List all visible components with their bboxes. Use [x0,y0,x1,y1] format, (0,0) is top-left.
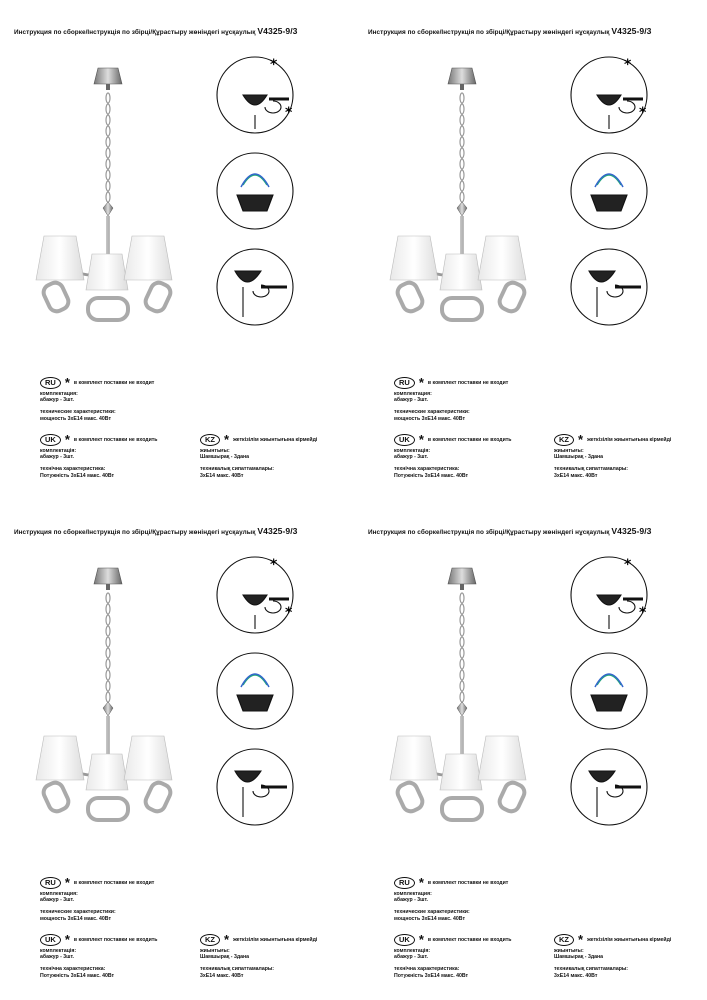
kz-section: KZ * жеткізілім жиынтығына кірмейді жиынтығы: Шамшырақ - 3дана техникалық сипаттамалары: 3хЕ14 макс. 40Вт [554,932,672,979]
asterisk-icon: * [64,932,70,947]
chandelier-illustration [30,58,190,338]
ru-section: RU * в комплект поставки не входит комплектация: абажур - 3шт. технические характеристики: мощность 3хЕ14 макс. 40Вт [40,375,155,422]
step-3-cover-icon [217,749,293,825]
svg-text:*: * [624,57,632,73]
kz-badge: KZ [554,434,574,446]
step-2-wiring-icon [217,153,293,229]
uk-badge: UK [394,934,415,946]
kz-section: KZ * жеткізілім жиынтығына кірмейді жиынтығы: Шамшырақ - 3дана техникалық сипаттамалары: 3хЕ14 макс. 40Вт [200,432,318,479]
model-code: V4325-9/3 [611,526,652,536]
svg-text:*: * [270,557,278,573]
uk-section: UK * в комплект поставки не входить комплектація: абажур - 3шт. технічна характеристика: Потужність 3хЕ14 макс. 40Вт [394,432,512,479]
step-1-canopy-icon [217,557,293,633]
ru-section: RU * в комплект поставки не входит комплектация: абажур - 3шт. технические характеристики: мощность 3хЕ14 макс. 40Вт [394,375,509,422]
step-1-canopy-icon [571,57,647,133]
ru-badge: RU [40,877,61,889]
asterisk-icon: * [64,875,70,890]
kz-badge: KZ [200,434,220,446]
svg-text:*: * [639,605,647,621]
svg-text:*: * [624,557,632,573]
assembly-steps [567,555,652,835]
kz-section: KZ * жеткізілім жиынтығына кірмейді жиынтығы: Шамшырақ - 3дана техникалық сипаттамалары: 3хЕ14 макс. 40Вт [554,432,672,479]
ru-badge: RU [394,377,415,389]
asterisk-icon: * [224,432,230,447]
asterisk-icon: * [418,932,424,947]
chandelier-illustration [384,558,544,838]
uk-section: UK * в комплект поставки не входить комплектація: абажур - 3шт. технічна характеристика: Потужність 3хЕ14 макс. 40Вт [394,932,512,979]
chandelier-illustration [30,558,190,838]
sheet-title: Инструкция по сборке/Інструкція по збірці/Құрастыру жөніндегі нұсқаулық V4325-9/3 [14,26,298,36]
svg-text:*: * [285,605,293,621]
model-code: V4325-9/3 [611,26,652,36]
ru-badge: RU [40,377,61,389]
ru-section: RU * в комплект поставки не входит комплектация: абажур - 3шт. технические характеристики: мощность 3хЕ14 макс. 40Вт [394,875,509,922]
model-code: V4325-9/3 [257,26,298,36]
uk-section: UK * в комплект поставки не входить комплектація: абажур - 3шт. технічна характеристика: Потужність 3хЕ14 макс. 40Вт [40,432,158,479]
model-code: V4325-9/3 [257,526,298,536]
asterisk-icon: * [64,375,70,390]
step-1-canopy-icon [571,557,647,633]
uk-section: UK * в комплект поставки не входить комплектація: абажур - 3шт. технічна характеристика: Потужність 3хЕ14 макс. 40Вт [40,932,158,979]
chandelier-illustration [384,58,544,338]
instruction-sheet [0,0,353,500]
instruction-sheet [0,500,353,1000]
svg-text:*: * [639,105,647,121]
kz-section: KZ * жеткізілім жиынтығына кірмейді жиынтығы: Шамшырақ - 3дана техникалық сипаттамалары: 3хЕ14 макс. 40Вт [200,932,318,979]
asterisk-icon: * [418,375,424,390]
step-2-wiring-icon [217,653,293,729]
step-3-cover-icon [571,249,647,325]
asterisk-icon: * [578,932,584,947]
svg-text:*: * [270,57,278,73]
step-2-wiring-icon [571,653,647,729]
step-2-wiring-icon [571,153,647,229]
sheet-title: Инструкция по сборке/Інструкція по збірці/Құрастыру жөніндегі нұсқаулық V4325-9/3 [14,526,298,536]
assembly-steps [567,55,652,335]
assembly-steps [213,55,298,335]
instruction-sheet [354,0,707,500]
asterisk-icon: * [578,432,584,447]
kz-badge: KZ [200,934,220,946]
step-1-canopy-icon [217,57,293,133]
asterisk-icon: * [64,432,70,447]
step-3-cover-icon [571,749,647,825]
asterisk-icon: * [418,432,424,447]
step-3-cover-icon [217,249,293,325]
ru-badge: RU [394,877,415,889]
instruction-sheet [354,500,707,1000]
sheet-title: Инструкция по сборке/Інструкція по збірці/Құрастыру жөніндегі нұсқаулық V4325-9/3 [368,26,652,36]
uk-badge: UK [40,434,61,446]
asterisk-icon: * [418,875,424,890]
uk-badge: UK [394,434,415,446]
sheet-title: Инструкция по сборке/Інструкція по збірці/Құрастыру жөніндегі нұсқаулық V4325-9/3 [368,526,652,536]
assembly-steps [213,555,298,835]
kz-badge: KZ [554,934,574,946]
ru-section: RU * в комплект поставки не входит комплектация: абажур - 3шт. технические характеристики: мощность 3хЕ14 макс. 40Вт [40,875,155,922]
svg-text:*: * [285,105,293,121]
asterisk-icon: * [224,932,230,947]
uk-badge: UK [40,934,61,946]
